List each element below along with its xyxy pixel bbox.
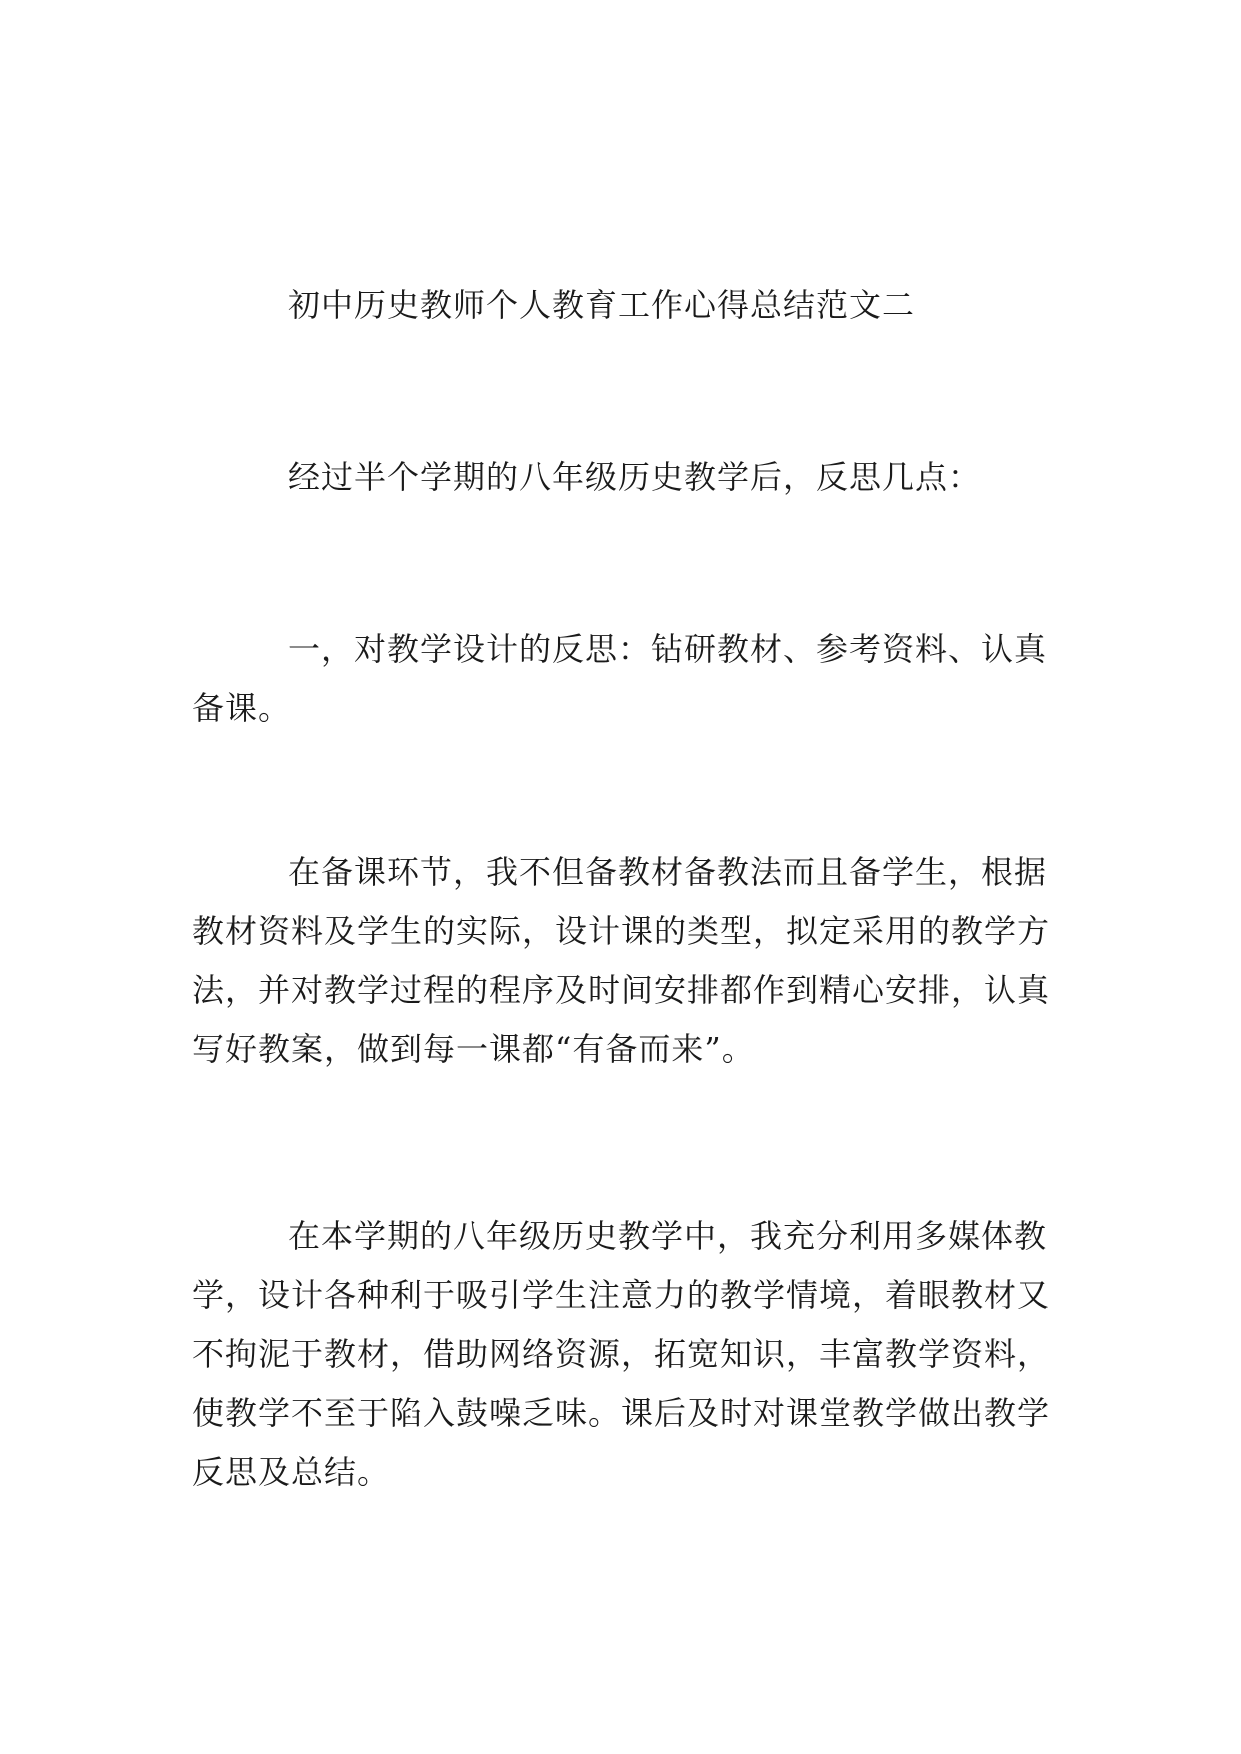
body-paragraph: 在备课环节，我不但备教材备教法而且备学生，根据教材资料及学生的实际，设计课的类型，拟定采用的教学方法，并对教学过程的程序及时间安排都作到精心安排，认真写好教案，做到每一课都“有备而来”。 [192,853,1051,1068]
intro-paragraph: 经过半个学期的八年级历史教学后，反思几点： [288,458,982,496]
document-title: 初中历史教师个人教育工作心得总结范文二 [288,286,916,324]
section-heading: 一，对教学设计的反思：钻研教材、参考资料、认真备课。 [192,630,1048,727]
body-paragraph: 在本学期的八年级历史教学中，我充分利用多媒体教学，设计各种利于吸引学生注意力的教学情境，着眼教材又不拘泥于教材，借助网络资源，拓宽知识，丰富教学资料，使教学不至于陷入鼓噪乏味。课后及时对课堂教学做出教学反思及总结。 [192,1217,1051,1491]
